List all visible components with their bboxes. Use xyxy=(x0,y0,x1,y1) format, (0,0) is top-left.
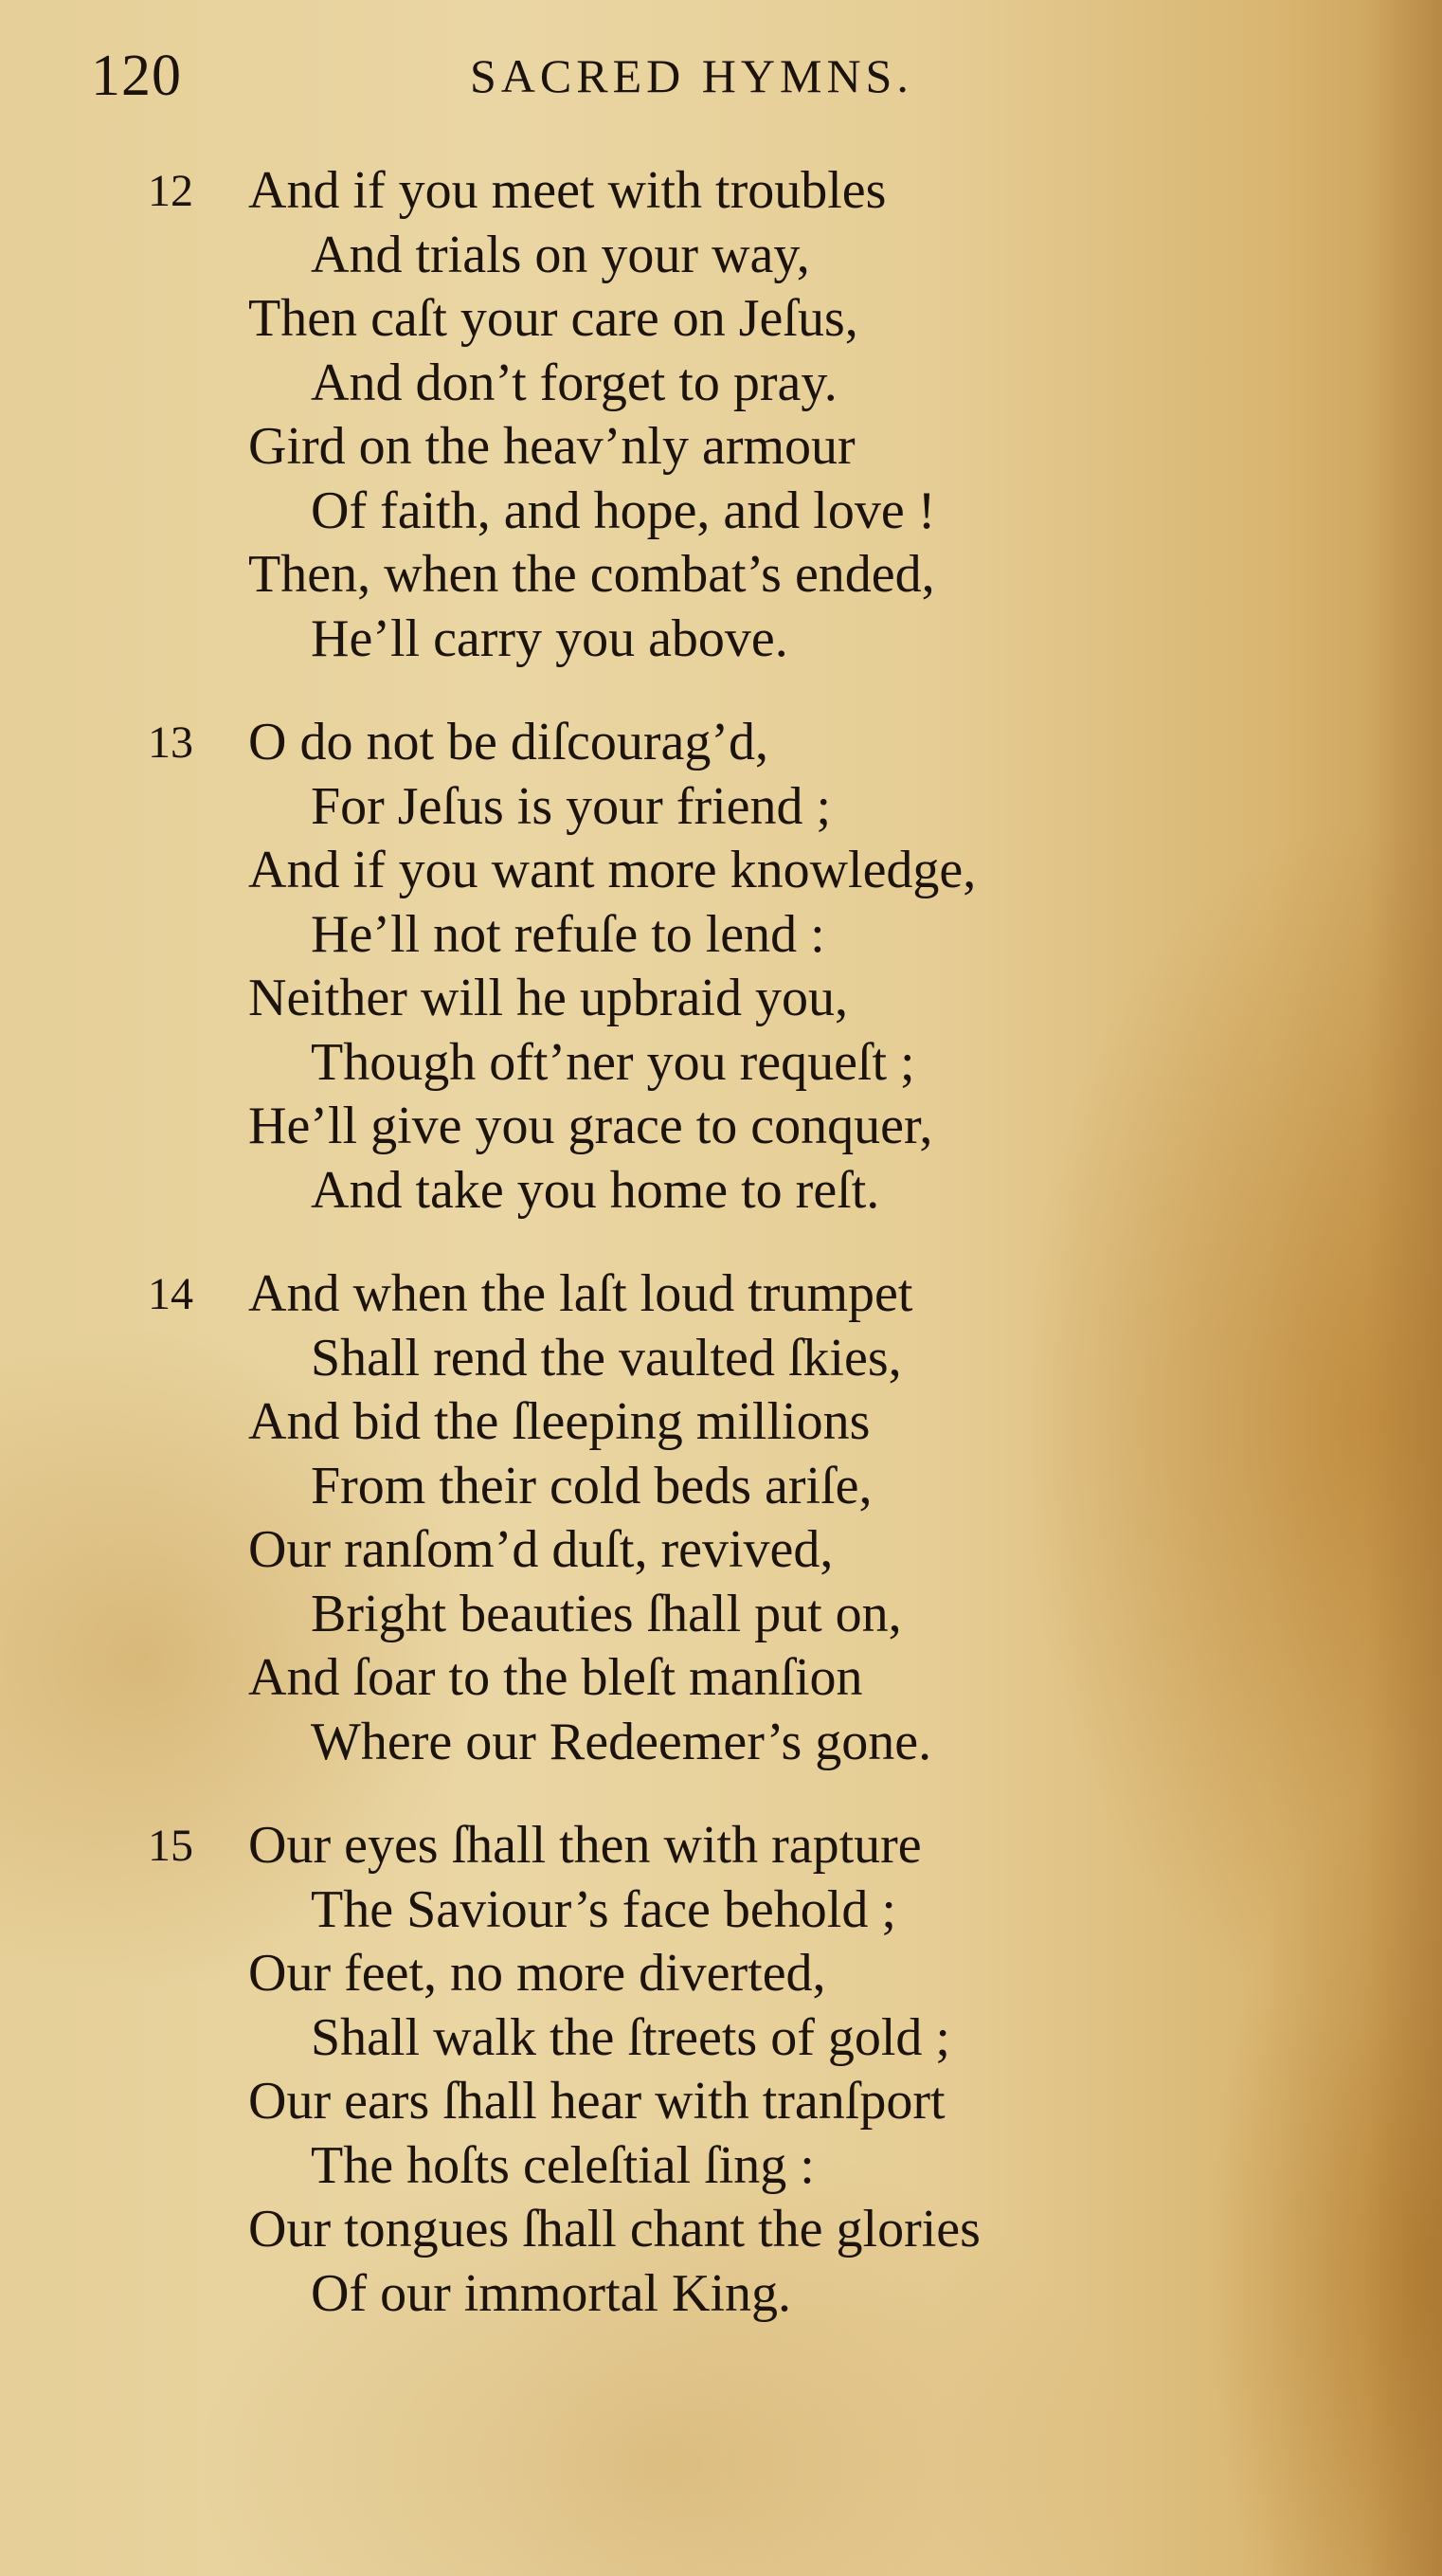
verse-line: Neither will he upbraid you, xyxy=(248,969,848,1027)
verse-line: O do not be diſcourag’d, xyxy=(248,713,768,771)
stanza-12 xyxy=(148,159,1203,671)
stanza-number: 15 xyxy=(148,1821,193,1871)
stanza-15 xyxy=(148,1814,1203,2326)
verse-line: The hoſts celeſtial ſing : xyxy=(311,2135,815,2195)
page-number: 120 xyxy=(91,44,182,108)
verse-line: Our feet, no more diverted, xyxy=(248,1944,826,2003)
stanza-14 xyxy=(148,1262,1203,1774)
verse-line: Our tongues ſhall chant the glories xyxy=(248,2200,981,2259)
verse-line: Bright beauties ſhall put on, xyxy=(311,1584,902,1643)
verse-line: Gird on the heav’nly armour xyxy=(248,417,856,476)
verse-line: Our ranſom’d duſt, revived, xyxy=(248,1520,834,1579)
verse-line: Of our immortal King. xyxy=(311,2263,792,2323)
verse-line: He’ll not refuſe to lend : xyxy=(311,904,825,964)
verse-line: And trials on your way, xyxy=(311,225,810,284)
stanza-number: 14 xyxy=(148,1269,193,1319)
verse-line: He’ll carry you above. xyxy=(311,608,788,668)
verse-line: Then caſt your care on Jeſus, xyxy=(248,289,858,348)
verse-line: He’ll give you grace to conquer, xyxy=(248,1097,933,1155)
verse-line: Where our Redeemer’s gone. xyxy=(311,1712,932,1771)
verse-line: Shall rend the vaulted ſkies, xyxy=(311,1328,902,1388)
verse-line: Of faith, and hope, and love ! xyxy=(311,481,936,540)
stanza-number: 13 xyxy=(148,717,193,768)
stanza-13 xyxy=(148,711,1203,1223)
verse-line: Our ears ſhall hear with tranſport xyxy=(248,2072,946,2131)
verse-line: Then, when the combat’s ended, xyxy=(248,545,935,604)
verse-line: And if you meet with troubles xyxy=(248,161,887,220)
verse-line: From their cold beds ariſe, xyxy=(311,1456,873,1515)
verse-line: Shall walk the ſtreets of gold ; xyxy=(311,2007,950,2067)
page-header xyxy=(91,38,1038,114)
page-edge-shading xyxy=(1366,0,1442,2576)
verse-line: Our eyes ſhall then with rapture xyxy=(248,1816,922,1875)
verse-line: For Jeſus is your friend ; xyxy=(311,776,832,836)
verse-line: Though oft’ner you requeſt ; xyxy=(311,1032,915,1092)
verse-line: And don’t forget to pray. xyxy=(311,353,838,412)
verse-line: And ſoar to the bleſt manſion xyxy=(248,1648,863,1707)
verse-line: And bid the ſleeping millions xyxy=(248,1392,871,1451)
verse-line: The Saviour’s face behold ; xyxy=(311,1879,896,1939)
running-head: SACRED HYMNS. xyxy=(470,49,913,102)
verse-line: And if you want more knowledge, xyxy=(248,841,977,899)
verse-line: And when the laſt loud trumpet xyxy=(248,1264,913,1323)
stanza-number: 12 xyxy=(148,166,193,216)
verse-line: And take you home to reſt. xyxy=(311,1160,880,1220)
